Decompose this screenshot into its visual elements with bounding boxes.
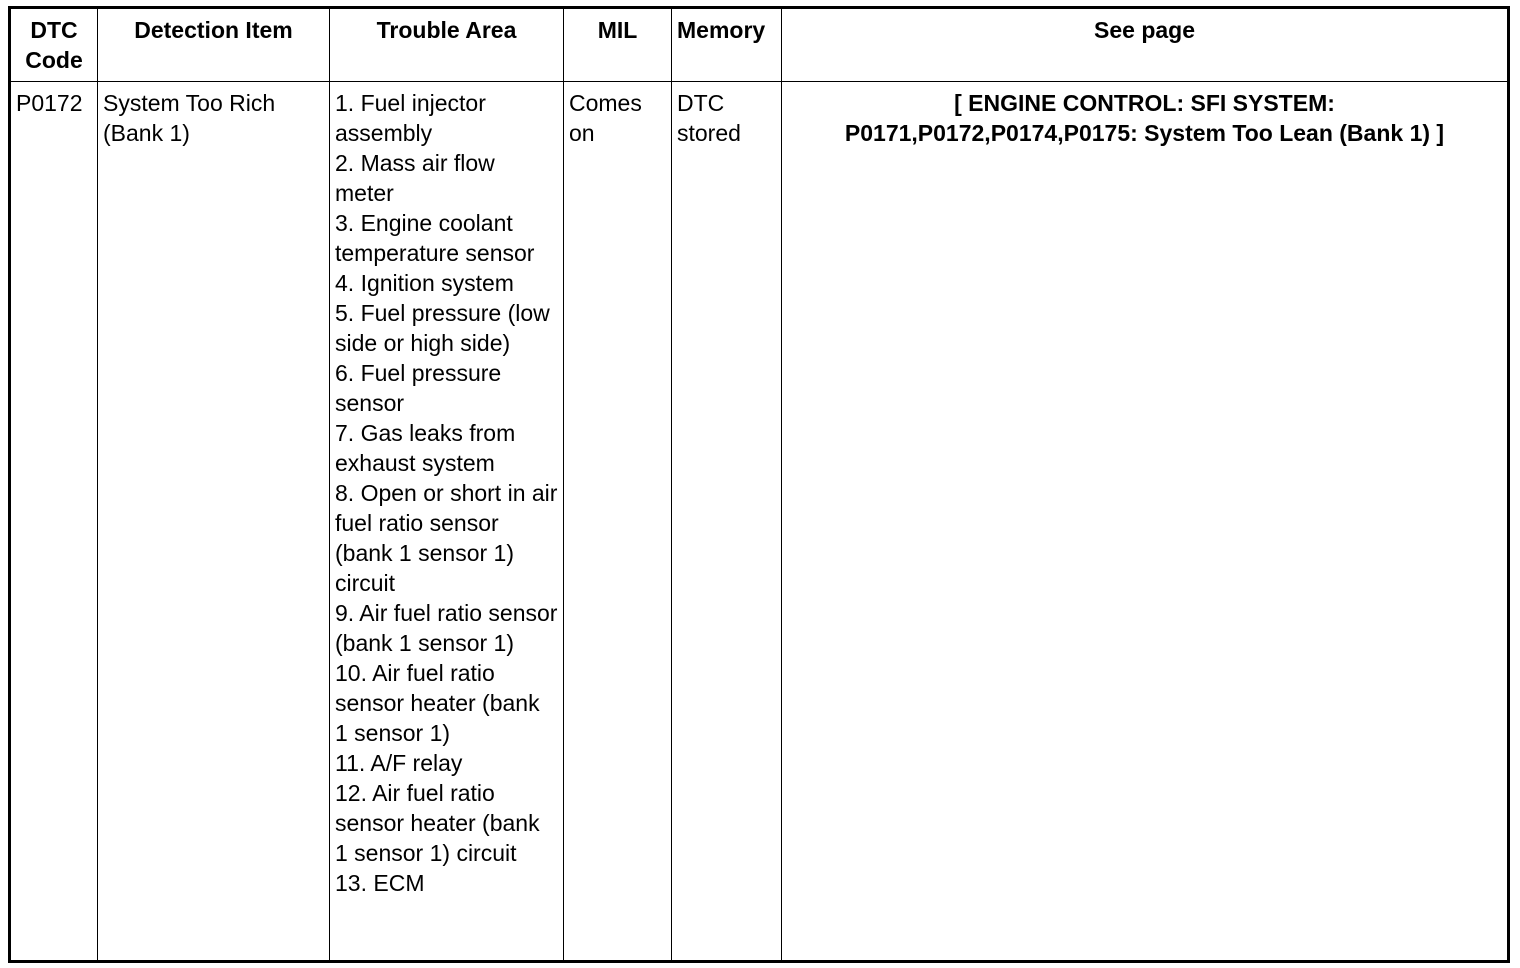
cell-see-page [782,82,1509,962]
trouble-area-item: 10. Air fuel ratio sensor heater (bank 1 sensor 1) [335,660,540,746]
header-see-page: See page [782,8,1509,82]
header-row [10,8,1509,82]
header-dtc-code-line2: Code [25,47,83,73]
cell-memory: DTC stored [672,82,782,962]
header-mil: MIL [564,8,672,82]
cell-detection-item: System Too Rich (Bank 1) [98,82,330,962]
dtc-table [8,6,1510,963]
trouble-area-item: 11. A/F relay [335,750,463,776]
trouble-area-item: 4. Ignition system [335,270,514,296]
header-detection-item: Detection Item [98,8,330,82]
trouble-area-item: 6. Fuel pressure sensor [335,360,502,416]
trouble-area-item: 5. Fuel pressure (low side or high side) [335,300,550,356]
trouble-area-item: 1. Fuel injector assembly [335,90,486,146]
table-row [10,82,1509,962]
trouble-area-item: 12. Air fuel ratio sensor heater (bank 1 sensor 1) circuit [335,780,540,866]
header-memory: Memory [672,8,782,82]
cell-mil: Comes on [564,82,672,962]
trouble-area-item: 7. Gas leaks from exhaust system [335,420,516,476]
trouble-area-item: 13. ECM [335,870,425,896]
see-page-link-line1[interactable]: [ ENGINE CONTROL: SFI SYSTEM: [954,90,1335,116]
trouble-area-item: 9. Air fuel ratio sensor (bank 1 sensor 1) [335,600,558,656]
cell-trouble-area [330,82,564,962]
see-page-link-line2[interactable]: P0171,P0172,P0174,P0175: System Too Lean (Bank 1) ] [844,120,1445,146]
header-trouble-area: Trouble Area [330,8,564,82]
trouble-area-item: 2. Mass air flow meter [335,150,495,206]
trouble-area-item: 8. Open or short in air fuel ratio sensor (bank 1 sensor 1) circuit [335,480,558,596]
cell-dtc-code: P0172 [10,82,98,962]
header-dtc-code [10,8,98,82]
header-dtc-code-line1: DTC [30,17,78,43]
trouble-area-item: 3. Engine coolant temperature sensor [335,210,535,266]
